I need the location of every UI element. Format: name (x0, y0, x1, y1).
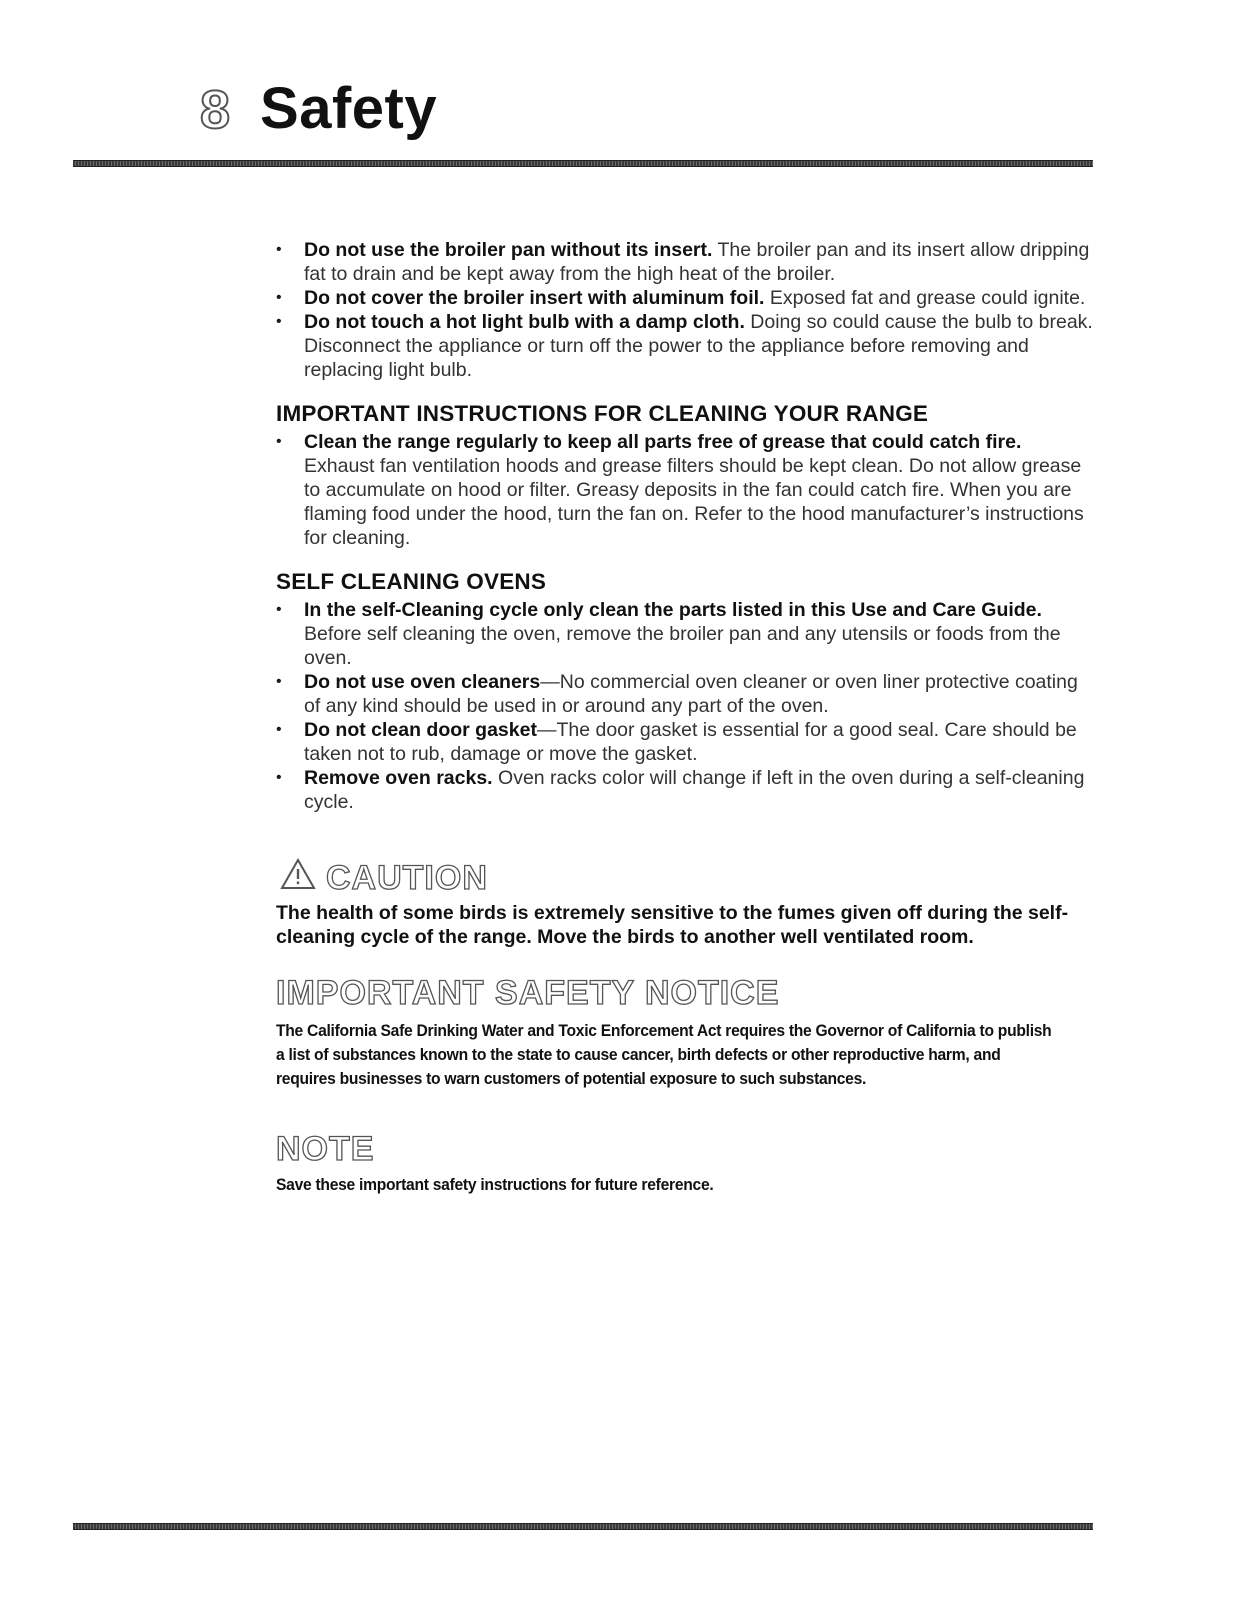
warning-triangle-icon (280, 858, 316, 897)
item-lead: Do not use the broiler pan without its insert. (304, 239, 713, 261)
list-item (276, 718, 1096, 766)
safety-notice-heading: IMPORTANT SAFETY NOTICE (276, 974, 780, 1012)
list-item (276, 598, 1096, 670)
list-item (276, 238, 1096, 286)
item-text: Exposed fat and grease could ignite. (764, 287, 1086, 309)
caution-title: CAUTION (326, 858, 488, 897)
note-text: Save these important safety instructions for future reference. (276, 1175, 714, 1194)
list-item (276, 766, 1096, 814)
bullet-icon: • (276, 769, 282, 786)
item-text: Exhaust fan ventilation hoods and grease filters should be kept clean. Do not allow grease to accumulate on hood or filter. Greasy deposits in the fan could catch fire. When you are flaming food under the hood, turn the fan on. Refer to the hood manufacturer’s instructions for cleaning. (304, 455, 1084, 549)
item-text: Oven racks color will change if left in the oven during a self-cleaning cycle. (304, 767, 1085, 813)
bullet-icon: • (276, 601, 282, 618)
header-divider (73, 160, 1093, 167)
item-lead: Do not touch a hot light bulb with a damp cloth. (304, 311, 745, 333)
note-heading: NOTE (276, 1130, 375, 1168)
safety-notice-text: The California Safe Drinking Water and Toxic Enforcement Act requires the Governor of California to publish a list of substances known to the state to cause cancer, birth defects or other reproductive harm, and requires businesses to warn customers of potential exposure to such substances. (276, 1021, 1052, 1088)
bullet-icon: • (276, 313, 282, 330)
caution-block (276, 858, 1096, 949)
bullet-icon: • (276, 433, 282, 450)
item-text: —No commercial oven cleaner or oven liner protective coating of any kind should be used in or around any part of the oven. (304, 671, 1078, 717)
intro-bullet-list (276, 238, 1096, 382)
list-item (276, 310, 1096, 382)
item-lead: Do not cover the broiler insert with aluminum foil. (304, 287, 765, 309)
list-item (276, 430, 1096, 550)
main-content (276, 238, 1096, 1197)
bullet-icon: • (276, 289, 282, 306)
self-cleaning-bullet-list (276, 598, 1096, 814)
item-text: —The door gasket is essential for a good seal. Care should be taken not to rub, damage or move the gasket. (304, 719, 1077, 765)
item-text: Before self cleaning the oven, remove the broiler pan and any utensils or foods from the oven. (304, 623, 1061, 669)
item-lead: Do not use oven cleaners (304, 671, 541, 693)
item-text: The broiler pan and its insert allow dripping fat to drain and be kept away from the high heat of the broiler. (304, 239, 1090, 285)
chapter-number: 8 (200, 80, 231, 140)
item-text: Doing so could cause the bulb to break. Disconnect the appliance or turn off the power to the appliance before removing and replacing light bulb. (304, 311, 1093, 381)
section-heading-cleaning-range: IMPORTANT INSTRUCTIONS FOR CLEANING YOUR RANGE (276, 401, 929, 426)
caution-heading (276, 858, 1096, 897)
cleaning-bullet-list (276, 430, 1096, 550)
item-lead: In the self-Cleaning cycle only clean the parts listed in this Use and Care Guide. (304, 599, 1042, 621)
footer-divider (73, 1523, 1093, 1530)
item-lead: Do not clean door gasket (304, 719, 537, 741)
caution-text: The health of some birds is extremely sensitive to the fumes given off during the self-cleaning cycle of the range. Move the birds to another well ventilated room. (276, 902, 1069, 948)
list-item (276, 286, 1096, 310)
section-heading-self-cleaning: SELF CLEANING OVENS (276, 569, 547, 594)
bullet-icon: • (276, 241, 282, 258)
bullet-icon: • (276, 673, 282, 690)
list-item (276, 670, 1096, 718)
item-lead: Clean the range regularly to keep all parts free of grease that could catch fire. (304, 431, 1022, 453)
bullet-icon: • (276, 721, 282, 738)
page-header (200, 76, 438, 141)
item-lead: Remove oven racks. (304, 767, 493, 789)
page-title: Safety (260, 76, 438, 141)
